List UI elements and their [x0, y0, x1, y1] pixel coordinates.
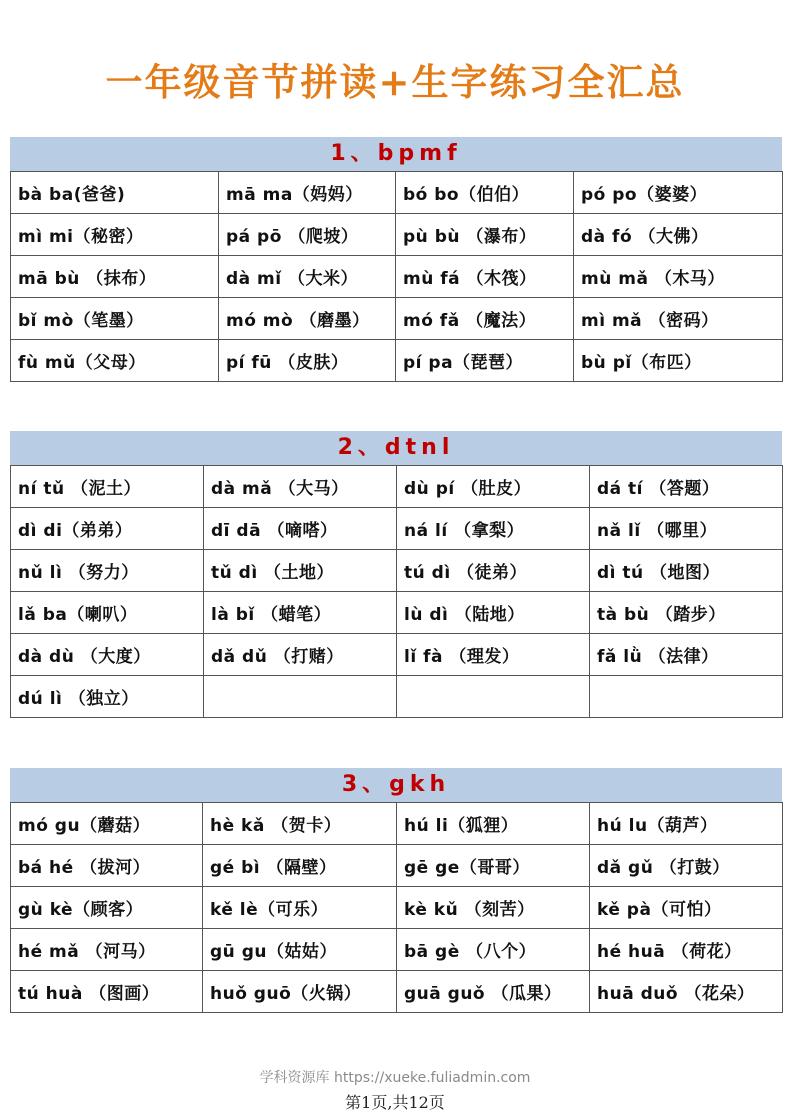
table-cell: gū gu（姑姑） — [203, 929, 397, 971]
footer-source: 学科资源库 https://xueke.fuliadmin.com — [259, 1070, 531, 1086]
table-cell: hè kǎ （贺卡） — [203, 803, 397, 845]
table-cell: hé huā （荷花） — [590, 929, 783, 971]
table-cell: pá pō （爬坡） — [219, 214, 396, 256]
table-cell: pó po（婆婆） — [574, 172, 783, 214]
page-title: 一年级音节拼读+生字练习全汇总 — [105, 60, 685, 104]
table-cell: là bǐ （蜡笔） — [204, 592, 397, 634]
syllable-table — [10, 465, 783, 718]
table-cell: pí pa（琵琶） — [396, 340, 574, 382]
table-cell: mì mi（秘密） — [11, 214, 219, 256]
table-cell: dà mǐ （大米） — [219, 256, 396, 298]
table-cell: mì mǎ （密码） — [574, 298, 783, 340]
table-cell — [397, 676, 590, 718]
table-cell: mó fǎ （魔法） — [396, 298, 574, 340]
table-cell: tú dì （徒弟） — [397, 550, 590, 592]
table-row — [11, 845, 783, 887]
table-cell: ná lí （拿梨） — [397, 508, 590, 550]
table-row — [11, 887, 783, 929]
table-cell: gē ge（哥哥） — [397, 845, 590, 887]
table-cell: mā bù （抹布） — [11, 256, 219, 298]
table-cell: bó bo（伯伯） — [396, 172, 574, 214]
table-cell: hú li（狐狸） — [397, 803, 590, 845]
table-cell: dú lì （独立） — [11, 676, 204, 718]
table-row — [11, 298, 783, 340]
syllable-table — [10, 171, 783, 382]
table-cell: ní tǔ （泥土） — [11, 466, 204, 508]
table-cell: fǎ lǜ （法律） — [590, 634, 783, 676]
table-cell: mù fá （木筏） — [396, 256, 574, 298]
table-cell: dī dā （嘀嗒） — [204, 508, 397, 550]
table-cell: gé bì （隔壁） — [203, 845, 397, 887]
table-cell: mó mò （磨墨） — [219, 298, 396, 340]
table-row — [11, 550, 783, 592]
table-cell: lǐ fà （理发） — [397, 634, 590, 676]
table-cell: dì di（弟弟） — [11, 508, 204, 550]
table-cell: guā guǒ （瓜果） — [397, 971, 590, 1013]
table-cell: huā duǒ （花朵） — [590, 971, 783, 1013]
table-cell: dá tí （答题） — [590, 466, 783, 508]
section-heading: 1、bpmf — [10, 137, 782, 171]
table-cell: dǎ dǔ （打赌） — [204, 634, 397, 676]
table-cell: tà bù （踏步） — [590, 592, 783, 634]
table-row — [11, 508, 783, 550]
table-row — [11, 676, 783, 718]
table-cell: huǒ guō（火锅） — [203, 971, 397, 1013]
section-gkh — [10, 768, 782, 1013]
table-row — [11, 172, 783, 214]
section-bpmf — [10, 137, 782, 382]
table-cell: dì tú （地图） — [590, 550, 783, 592]
table-cell: mā ma（妈妈） — [219, 172, 396, 214]
table-cell: mù mǎ （木马） — [574, 256, 783, 298]
table-cell: lǎ ba（喇叭） — [11, 592, 204, 634]
table-cell: lù dì （陆地） — [397, 592, 590, 634]
section-dtnl — [10, 431, 782, 718]
table-cell: pí fū （皮肤） — [219, 340, 396, 382]
table-row — [11, 340, 783, 382]
table-cell: kě pà（可怕） — [590, 887, 783, 929]
table-cell: hé mǎ （河马） — [11, 929, 203, 971]
table-cell: mó gu（蘑菇） — [11, 803, 203, 845]
table-cell: kè kǔ （刻苦） — [397, 887, 590, 929]
table-cell: bà ba(爸爸) — [11, 172, 219, 214]
section-heading: 3、gkh — [10, 768, 782, 802]
table-cell: dà fó （大佛） — [574, 214, 783, 256]
page-number: 第1页,共12页 — [345, 1093, 445, 1112]
table-cell: tǔ dì （土地） — [204, 550, 397, 592]
table-cell: nǎ lǐ （哪里） — [590, 508, 783, 550]
syllable-table — [10, 802, 783, 1013]
table-cell: dà mǎ （大马） — [204, 466, 397, 508]
table-cell: kě lè（可乐） — [203, 887, 397, 929]
table-cell: bǐ mò（笔墨） — [11, 298, 219, 340]
table-cell — [590, 676, 783, 718]
table-cell — [204, 676, 397, 718]
table-cell: bá hé （拔河） — [11, 845, 203, 887]
table-row — [11, 592, 783, 634]
table-cell: fù mǔ（父母） — [11, 340, 219, 382]
table-row — [11, 214, 783, 256]
section-heading: 2、dtnl — [10, 431, 782, 465]
table-row — [11, 466, 783, 508]
table-row — [11, 929, 783, 971]
table-row — [11, 971, 783, 1013]
table-cell: bā gè （八个） — [397, 929, 590, 971]
table-row — [11, 634, 783, 676]
table-cell: tú huà （图画） — [11, 971, 203, 1013]
table-cell: pù bù （瀑布） — [396, 214, 574, 256]
table-cell: hú lu（葫芦） — [590, 803, 783, 845]
table-cell: gù kè（顾客） — [11, 887, 203, 929]
table-cell: bù pǐ（布匹） — [574, 340, 783, 382]
table-row — [11, 256, 783, 298]
table-row — [11, 803, 783, 845]
table-cell: nǔ lì （努力） — [11, 550, 204, 592]
table-cell: dù pí （肚皮） — [397, 466, 590, 508]
table-cell: dǎ gǔ （打鼓） — [590, 845, 783, 887]
table-cell: dà dù （大度） — [11, 634, 204, 676]
